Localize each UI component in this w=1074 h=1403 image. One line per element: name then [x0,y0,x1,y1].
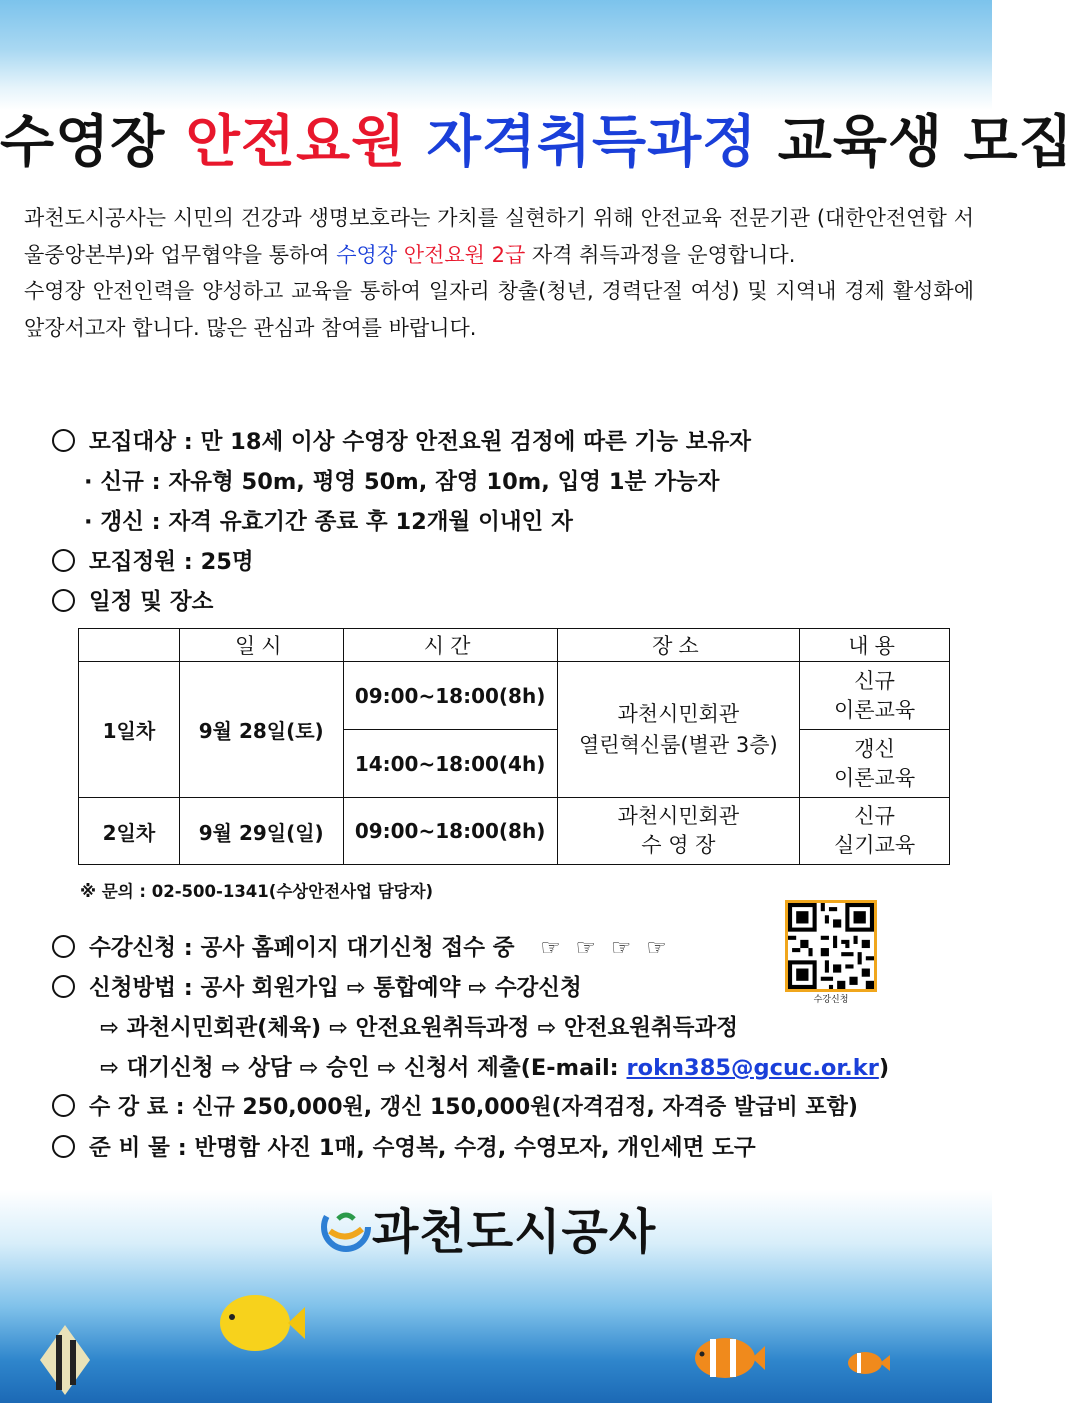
circle-bullet-icon [52,429,75,452]
table-header-cell: 일시 [179,629,343,662]
circle-bullet-icon [52,1094,75,1117]
day1-place-cell [557,662,800,798]
qr-caption: 수강신청 [813,995,849,1005]
method-line-3-end: ) [878,1055,890,1081]
email-link[interactable]: rokn385@gcuc.or.kr [626,1055,879,1081]
intro-highlight-pool: 수영장 [336,242,398,267]
day2-content-line2: 실기교육 [834,833,916,857]
schedule-table [78,628,950,865]
intro-paragraph-2: 수영장 안전인력을 양성하고 교육을 통하여 일자리 창출(청년, 경력단절 여성) 및 지역내 경제 활성화에 앞장서고자 합니다. 많은 관심과 참여를 바랍니다. [24,279,974,340]
day2-time-cell: 09:00~18:00(8h) [343,798,557,865]
table-header-cell: 내용 [800,629,950,662]
pointing-hand-icon: ☞ ☞ ☞ ☞ [540,935,671,961]
target-new-item: · 신규 : 자유형 50m, 평영 50m, 잠영 10m, 입영 1분 가능자 [84,469,720,495]
yellow-fish-icon [210,1285,305,1360]
title-part-course: 자격취득과정 [426,110,758,175]
schedule-item [52,584,213,616]
day1-place-line2: 열린혁신룸(별관 3층) [579,732,778,757]
clownfish-icon [690,1330,765,1385]
day1-content2-line2: 이론교육 [834,765,916,790]
day2-content-cell [800,798,950,865]
title-part-lifeguard: 안전요원 [185,110,407,175]
method-line-2: ⇨ 과천시민회관(체육) ⇨ 안전요원취득과정 ⇨ 안전요원취득과정 [100,1015,738,1041]
signup-item [52,930,670,962]
day1-place-line1: 과천시민회관 [617,701,740,726]
method-line-3 [100,1050,889,1082]
fee-text: 수 강 료 : 신규 250,000원, 갱신 150,000원(자격검정, 자격증 발급비 포함) [89,1095,858,1120]
day2-place-cell [557,798,800,865]
fee-item [52,1090,858,1121]
day2-date-cell: 9월 29일(일) [179,798,343,865]
qr-code[interactable] [785,900,877,992]
day1-content1-cell [800,662,950,730]
method-item [52,970,582,1002]
org-name: 과천도시공사 [372,1203,657,1260]
method-text: 신청방법 : 공사 회원가입 ⇨ 통합예약 ⇨ 수강신청 [89,975,582,1001]
day1-content2-cell [800,730,950,798]
day1-content1-line2: 이론교육 [834,697,916,722]
schedule-text: 일정 및 장소 [89,589,214,615]
title-part-recruit: 교육생 모집 [777,110,1074,175]
day1-date-cell: 9월 28일(토) [179,662,343,798]
day1-cell: 1일차 [79,662,180,798]
prep-item [52,1130,756,1162]
day1-content2-line1: 갱신 [854,736,895,761]
small-clownfish-icon [845,1348,890,1378]
day1-time2-cell: 14:00~18:00(4h) [343,730,557,798]
circle-bullet-icon [52,549,75,572]
table-header-cell: 시간 [343,629,557,662]
day2-place-line1: 과천시민회관 [617,804,740,828]
day1-content1-line1: 신규 [854,668,895,693]
page-title [0,98,1074,178]
table-row [79,798,950,865]
signup-text: 수강신청 : 공사 홈페이지 대기신청 접수 중 [89,935,515,961]
intro-paragraph-1 [24,200,974,273]
day2-content-line1: 신규 [854,804,895,828]
target-renew-item: · 갱신 : 자격 유효기간 종료 후 12개월 이내인 자 [84,509,573,535]
intro-p1-text: 과천도시공사는 시민의 건강과 생명보호라는 가치를 실현하기 위해 안전교육 전문기관 (대한안전연합 서울중앙본부)와 업무협약을 통하여 [24,206,974,267]
circle-bullet-icon [52,975,75,998]
contact-info: ※ 문의 : 02-500-1341(수상안전사업 담당자) [80,882,434,901]
table-header-cell [79,629,180,662]
quota-text: 모집정원 : 25명 [89,549,254,575]
org-logo [320,1192,656,1262]
org-emblem-icon [320,1201,372,1253]
circle-bullet-icon [52,1135,75,1158]
prep-text: 준 비 물 : 반명함 사진 1매, 수영복, 수경, 수영모자, 개인세면 도구 [89,1135,756,1161]
intro-p1-end: 자격 취득과정을 운영합니다. [525,242,796,267]
target-text: 모집대상 : 만 18세 이상 수영장 안전요원 검정에 따른 기능 보유자 [89,429,752,455]
intro-text [24,200,974,346]
day1-time1-cell: 09:00~18:00(8h) [343,662,557,730]
angelfish-icon [30,1320,100,1400]
table-row [79,662,950,730]
circle-bullet-icon [52,589,75,612]
qr-code-icon [788,903,874,989]
target-item [52,424,751,456]
quota-item [52,544,254,576]
table-header-row [79,629,950,662]
day2-place-line2: 수 영 장 [641,833,716,857]
intro-highlight-lifeguard: 안전요원 2급 [403,242,526,267]
table-header-cell: 장소 [557,629,800,662]
day2-cell: 2일차 [79,798,180,865]
circle-bullet-icon [52,935,75,958]
water-header-background [0,0,992,110]
title-part-pool: 수영장 [0,110,166,175]
method-line-3-text: ⇨ 대기신청 ⇨ 상담 ⇨ 승인 ⇨ 신청서 제출(E-mail: [100,1055,627,1081]
